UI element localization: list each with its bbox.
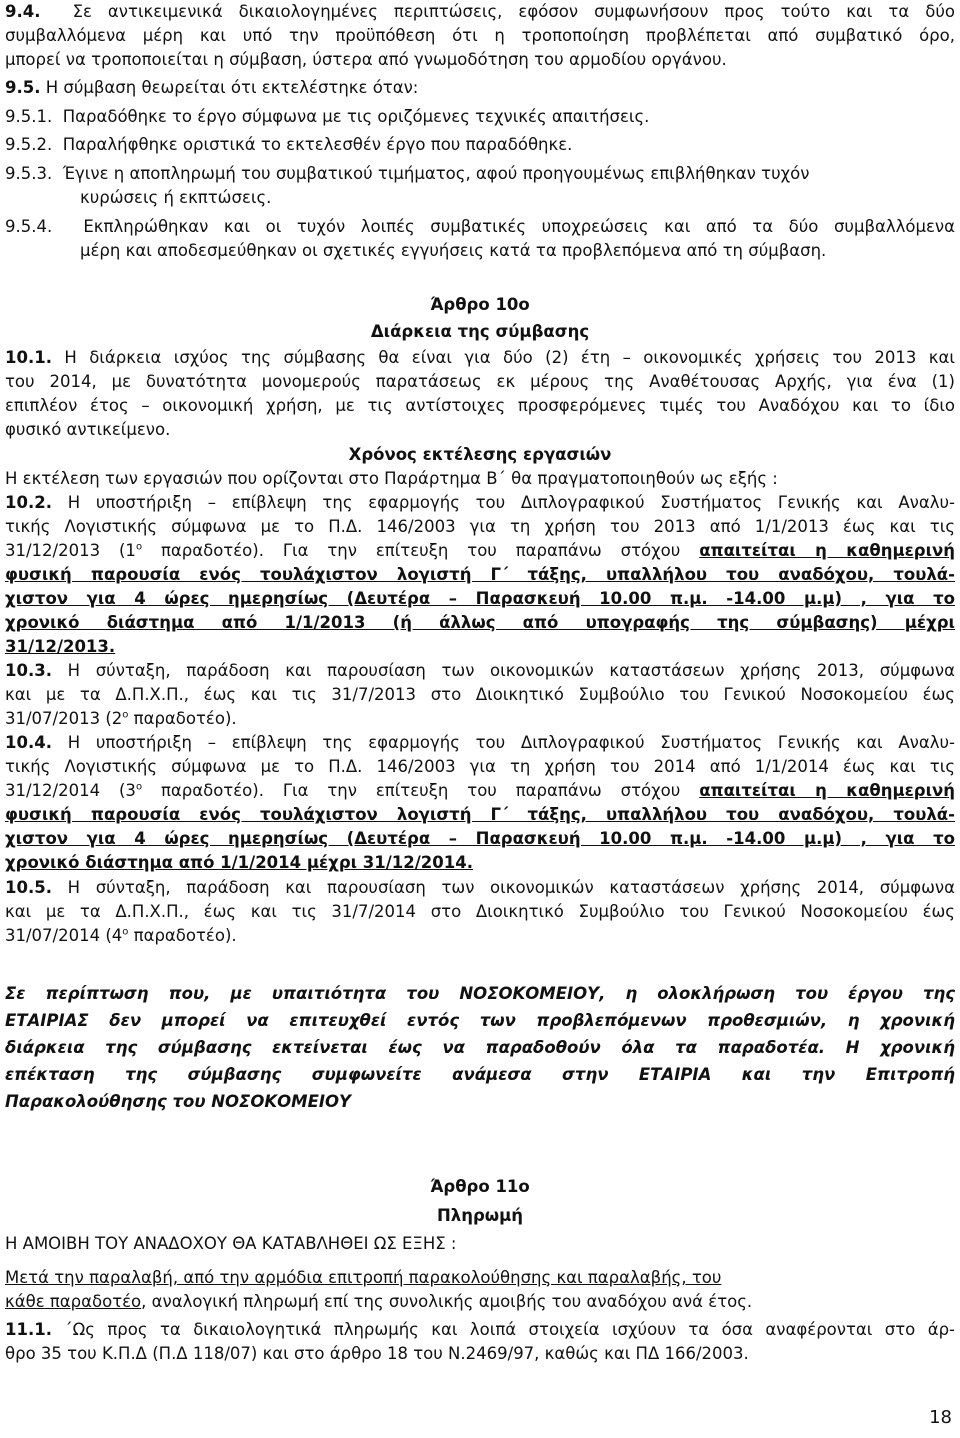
paragraph-10-5-line-3: 31/07/2014 ($4^o$ παραδοτέο). [5,926,237,945]
paragraph-9-4-line-3: μπορεί να τροποποιείται η σύμβαση, ύστερα από γνωμοδότηση του αρμοδίου οργάνου. [5,50,727,69]
paragraph-10-4-line-3: 31/12/2014 ($3^o$ παραδοτέο). Για την επίτευξη του παραπάνω στόχου απαιτείται η καθημερινή [5,781,956,800]
clause-number: 9.4. [5,2,41,21]
paragraph-10-4-line-2: τικής Λογιστικής σύμφωνα με το Π.Δ. 146/2003 για τη χρήση του 2014 από 1/1/2014 έως και τις [5,757,955,776]
paragraph-9-4-line-1: 9.4. Σε αντικειμενικά δικαιολογημένες περιπτώσεις, εφόσον συμφωνήσουν προς τούτο και τα δύο [5,2,955,21]
paragraph-10-2-line-3: 31/12/2013 ($1^o$ παραδοτέο). Για την επίτευξη του παραπάνω στόχου απαιτείται η καθημερινή [5,541,956,560]
paragraph-9-5: 9.5. Η σύμβαση θεωρείται ότι εκτελέστηκε όταν: [5,78,419,97]
paragraph-9-5-1: 9.5.1. Παραδόθηκε το έργο σύμφωνα με τις οριζόμενες τεχνικές απαιτήσεις. [5,107,650,126]
paragraph-9-5-2: 9.5.2. Παραλήφθηκε οριστικά το εκτελεσθέν έργο που παραδόθηκε. [5,135,573,154]
note-line-1: Σε περίπτωση που, με υπαιτιότητα του ΝΟΣΟΚΟΜΕΙΟΥ, η ολοκλήρωση του έργου της [5,984,955,1003]
clause-number: 10.1. [5,348,52,367]
clause-number: 10.2. [5,493,52,512]
article-11-title: Άρθρο 11ο [430,1177,530,1196]
paragraph-10-2-line-5: χιστον για 4 ώρες ημερησίως (Δευτέρα – Παρασκευή 10.00 π.μ. -14.00 μ.μ) , για το [5,589,955,608]
paragraph-10-1-line-4: φυσικό αντικείμενο. [5,420,171,439]
paragraph-9-4-line-2: συμβαλλόμενα μέρη και υπό την προϋπόθεση ότι η τροποποίηση προβλέπεται από συμβατικό όρο, [5,26,955,45]
clause-number: 10.5. [5,878,52,897]
paragraph-10-5-line-2: και με τα Δ.Π.Χ.Π., έως και τις 31/7/2014 στο Διοικητικό Συμβούλιο του Γενικού Νοσοκομείου έως [5,902,955,921]
clause-number: 10.4. [5,733,52,752]
article-11-subtitle: Πληρωμή [436,1206,524,1225]
clause-number: 9.5.1. [5,107,53,126]
clause-number: 9.5.4. [5,217,53,236]
clause-number: 9.5.2. [5,135,53,154]
paragraph-10-1-line-3: επιπλέον έτος – οικονομική χρήση, με τις αντίστοιχες προσφερόμενες τιμές του Αναδόχου και το ίδιο [5,396,955,415]
payment-line-3: κάθε παραδοτέο, αναλογική πληρωμή επί της συνολικής αμοιβής του αναδόχου ανά έτος. [5,1292,753,1311]
article-10-title: Άρθρο 10ο [430,295,530,314]
note-line-5: Παρακολούθησης του ΝΟΣΟΚΟΜΕΙΟΥ [5,1092,351,1111]
paragraph-10-4-line-5: χιστον για 4 ώρες ημερησίως (Δευτέρα – Παρασκευή 10.00 π.μ. -14.00 μ.μ) , για το [5,829,955,848]
paragraph-9-5-3-line-2: κυρώσεις ή εκπτώσεις. [80,188,272,207]
payment-line-2: Μετά την παραλαβή, από την αρμόδια επιτροπή παρακολούθησης και παραλαβής, του [5,1268,722,1287]
paragraph-10-2-line-4: φυσική παρουσία ενός τουλάχιστον λογιστή Γ΄ τάξης, υπαλλήλου του αναδόχου, τουλά- [5,565,955,584]
paragraph-10-2-line-6: χρονικό διάστημα από 1/1/2013 (ή άλλως από υπογραφής της σύμβασης) μέχρι [5,613,955,632]
paragraph-10-3-line-2: και με τα Δ.Π.Χ.Π., έως και τις 31/7/2013 στο Διοικητικό Συμβούλιο του Γενικού Νοσοκομείου έως [5,685,955,704]
paragraph-11-1-line-2: θρο 35 του Κ.Π.Δ (Π.Δ 118/07) και στο άρθρο 18 του Ν.2469/97, καθώς και ΠΔ 166/2003. [5,1344,749,1363]
paragraph-10-4-line-1: 10.4. Η υποστήριξη – επίβλεψη της εφαρμογής του Διπλογραφικού Συστήματος Γενικής και Αναλυ- [5,733,955,752]
note-line-4: επέκταση της σύμβασης συμφωνείτε ανάμεσα στην ΕΤΑΙΡΙΑ και την Επιτροπή [5,1065,955,1084]
paragraph-9-5-4-line-1: 9.5.4. Εκπληρώθηκαν και οι τυχόν λοιπές συμβατικές υποχρεώσεις και από τα δύο συμβαλλόμενα [5,217,956,236]
schedule-title: Χρόνος εκτέλεσης εργασιών [348,445,612,464]
article-10-subtitle: Διάρκεια της σύμβασης [370,322,590,341]
paragraph-10-4-line-4: φυσική παρουσία ενός τουλάχιστον λογιστή Γ΄ τάξης, υπαλλήλου του αναδόχου, τουλά- [5,805,955,824]
paragraph-11-1-line-1: 11.1. ΄Ως προς τα δικαιολογητικά πληρωμής και λοιπά στοιχεία ισχύουν τα όσα αναφέρονται στο άρ- [5,1320,955,1339]
paragraph-10-3-line-1: 10.3. Η σύνταξη, παράδοση και παρουσίαση των οικονομικών καταστάσεων χρήσης 2013, σύμφωνα [5,661,955,680]
paragraph-10-3-line-3: 31/07/2013 ($2^o$ παραδοτέο). [5,709,237,728]
paragraph-10-2-line-7: 31/12/2013. [5,637,116,656]
payment-line-1: Η ΑΜΟΙΒΗ ΤΟΥ ΑΝΑΔΟΧΟΥ ΘΑ ΚΑΤΑΒΛΗΘΕΙ ΩΣ ΕΞΗΣ : [5,1234,457,1253]
paragraph-10-5-line-1: 10.5. Η σύνταξη, παράδοση και παρουσίαση των οικονομικών καταστάσεων χρήσης 2014, σύμφωνα [5,878,955,897]
paragraph-10-2-line-2: τικής Λογιστικής σύμφωνα με το Π.Δ. 146/2003 για τη χρήση του 2013 από 1/1/2013 έως και τις [5,517,955,536]
paragraph-10-2-line-1: 10.2. Η υποστήριξη – επίβλεψη της εφαρμογής του Διπλογραφικού Συστήματος Γενικής και Αναλυ- [5,493,955,512]
paragraph-10-1-line-1: 10.1. Η διάρκεια ισχύος της σύμβασης θα είναι για δύο (2) έτη – οικονομικές χρήσεις του 2013 και [5,348,955,367]
clause-number: 11.1. [5,1320,52,1339]
paragraph-10-1-line-2: του 2014, με δυνατότητα μονομερούς παρατάσεως εκ μέρους της Αναθέτουσας Αρχής, για ένα (1) [5,372,955,391]
note-line-3: διάρκεια της σύμβασης εκτείνεται έως να παραδοθούν όλα τα παραδοτέα. Η χρονική [5,1038,955,1057]
paragraph-9-5-3-line-1: 9.5.3. Έγινε η αποπληρωμή του συμβατικού τιμήματος, αφού προηγουμένως επιβλήθηκαν τυχόν [5,164,810,183]
clause-number: 9.5.3. [5,164,53,183]
schedule-intro: Η εκτέλεση των εργασιών που ορίζονται στο Παράρτημα Β΄ θα πραγματοποιηθούν ως εξής : [5,469,778,488]
page-number: 18 [929,1407,952,1428]
paragraph-9-5-4-line-2: μέρη και αποδεσμεύθηκαν οι σχετικές εγγυήσεις κατά τα προβλεπόμενα από τη σύμβαση. [80,241,827,260]
paragraph-10-4-line-6: χρονικό διάστημα από 1/1/2014 μέχρι 31/12/2014. [5,853,473,872]
note-line-2: ΕΤΑΙΡΙΑΣ δεν μπορεί να επιτευχθεί εντός των προβλεπόμενων προθεσμιών, η χρονική [5,1011,955,1030]
clause-number: 9.5. [5,78,41,97]
clause-number: 10.3. [5,661,52,680]
